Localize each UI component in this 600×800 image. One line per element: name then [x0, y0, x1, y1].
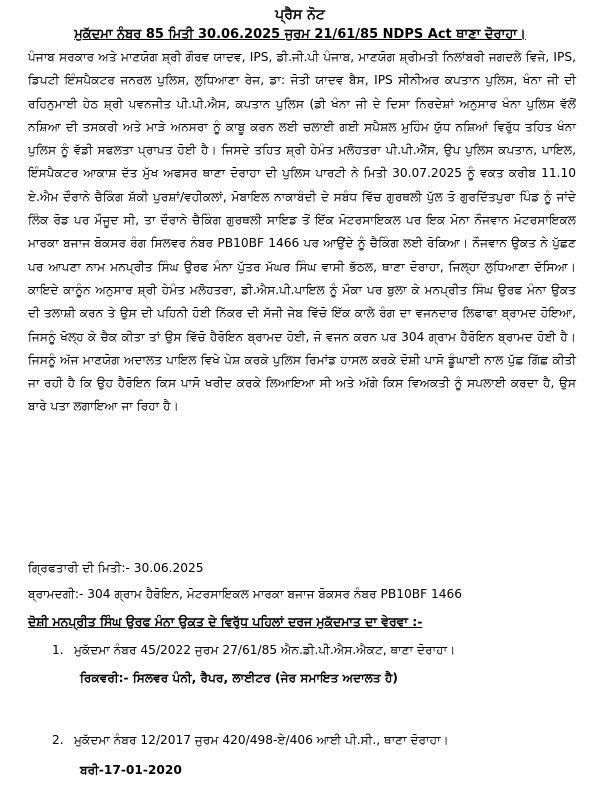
body-paragraph: ਪੰਜਾਬ ਸਰਕਾਰ ਅਤੇ ਮਾਣਯੋਗ ਸ਼੍ਰੀ ਗੌਰਵ ਯਾਦਵ, IPS, ਡੀ.ਜੀ.ਪੀ ਪੰਜਾਬ, ਮਾਣਯੋਗ ਸ਼੍ਰੀਮਤੀ ਨਿਲਾਂਬਰੀ ਜਗਦਲੇ ਵਿਜੇ, IPS, ਡਿਪਟੀ ਇੰਸਪੈਕਟਰ ਜਨਰਲ ਪੁਲਿਸ, ਲੁਧਿਆਣਾ ਰੇਜ, ਡਾ: ਜੋਤੀ ਯਾਦਵ ਬੈਸ, IPS ਸੀਨੀਅਰ ਕਪਤਾਨ ਪੁਲਿਸ, ਖੰਨਾ ਜੀ ਦੀ ਰਹਿਨੁਮਾਈ ਹੇਠ ਸ਼੍ਰੀ ਪਵਨਜੀਤ ਪੀ.ਪੀ.ਐਸ, ਕਪਤਾਨ ਪੁਲਿਸ (ਡੀ ਖੰਨਾ ਜੀ ਦੇ ਦਿਸਾ ਨਿਰਦੇਸ਼ਾਂ ਅਨੁਸਾਰ ਖੰਨਾ ਪੁਲਿਸ ਵੱਲੋਂ ਨਸ਼ਿਆ ਦੀ ਤਸਕਰੀ ਅਤੇ ਮਾੜੇ ਅਨਸਰਾ ਨੂੰ ਕਾਬੂ ਕਰਨ ਲਈ ਚਲਾਈ ਗਈ ਸਪੈਸ਼ਲ ਮੁਹਿੰਮ ਯੁੱਧ ਨਸ਼ਿਆਂ ਵਿਰੁੱਧ ਤਹਿਤ ਖੰਨਾ ਪੁਲਿਸ ਨੂੰ ਵੱਡੀ ਸਫਲਤਾ ਪ੍ਰਾਪਤ ਹੋਈ ਹੈ। ਜਿਸਦੇ ਤਹਿਤ ਸ਼੍ਰੀ ਹੇਮੰਤ ਮਲੋਹਤਰਾ ਪੀ.ਪੀ.ਐੱਸ, ਉਪ ਪੁਲਿਸ ਕਪਤਾਨ, ਪਾਇਲ, ਇੰਸਪੈਕਟਰ ਆਕਾਸ਼ ਦੱਤ ਮੁੱਖ ਅਫਸਰ ਥਾਣਾ ਦੋਰਾਹਾ ਦੀ ਪੁਲਿਸ ਪਾਰਟੀ ਨੇ ਮਿਤੀ 30.07.2025 ਨੂੰ ਵਕਤ ਕਰੀਬ 11.10 ਏ.ਐਮ ਦੌਰਾਨੇ ਚੈਕਿੰਗ ਸ਼ੱਕੀ ਪੁਰਸ਼ਾਂ/ਵਹੀਕਲਾਂ, ਮੋਬਾਇਲ ਨਾਕਾਬੰਦੀ ਦੇ ਸਬੰਧ ਵਿੱਚ ਗੁਰਥਲੀ ਪੁੱਲ ਤੋ ਗੁਰਦਿੱਤਪੁਰਾ ਪਿੰਡ ਨੂੰ ਜਾਂਦੇ ਲਿੰਕ ਰੋਡ ਪਰ ਮੌਜੂਦ ਸੀ, ਤਾ ਦੌਰਾਨੇ ਚੈਕਿੰਗ ਗੁਰਥਲੀ ਸਾਇਡ ਤੋਂ ਇੱਕ ਮੋਟਰਸਾਇਕਲ ਪਰ ਇਕ ਮੋਨਾ ਨੌਜਵਾਨ ਮੋਟਰਸਾਇਕਲ ਮਾਰਕਾ ਬਜਾਜ ਬੋਕਸਰ ਰੰਗ ਸਿਲਵਰ ਨੰਬਰ PB10BF 1466 ਪਰ ਆਉਂਦੇ ਨੂੰ ਚੈਕਿੰਗ ਲਈ ਰੋਕਿਆ। ਨੌਜਵਾਨ ਉਕਤ ਨੇ ਪੁੱਛਣ ਪਰ ਆਪਣਾ ਨਾਮ ਮਨਪ੍ਰੀਤ ਸਿੰਘ ਉਰਫ ਮੰਨਾ ਪੁੱਤਰ ਮੱਘਰ ਸਿੰਘ ਵਾਸੀ ਭੱਠਲ, ਥਾਣਾ ਦੋਰਾਹਾ, ਜਿਲ੍ਹਾ ਲੁਧਿਆਣਾ ਦੱਸਿਆ। ਕਾਇਦੇ ਕਾਨੂੰਨ ਅਨੁਸਾਰ ਸ਼੍ਰੀ ਹੇਮੰਤ ਮਲੋਹਤਰਾ, ਡੀ.ਐਸ.ਪੀ.ਪਾਇਲ ਨੂੰ ਮੌਕਾ ਪਰ ਬੁਲਾ ਕੇ ਮਨਪ੍ਰੀਤ ਸਿੰਘ ਉਰਫ ਮੰਨਾ ਉਕਤ ਦੀ ਤਲਾਸ਼ੀ ਕਰਨ ਤੇ ਉਸ ਦੀ ਪਹਿਨੀ ਹੋਈ ਨਿੱਕਰ ਦੀ ਸੱਜੀ ਜੇਬ ਵਿੱਚੋ ਇੱਕ ਕਾਲੇ ਰੰਗ ਦਾ ਵਜਨਦਾਰ ਲਿਫਾਫਾ ਬ੍ਰਾਮਦ ਹੋਇਆ, ਜਿਸਨੂੰ ਖੋਲ੍ਹ ਕੇ ਚੈਕ ਕੀਤਾ ਤਾਂ ਉਸ ਵਿੱਚੋ ਹੈਰੋਇਨ ਬ੍ਰਾਮਦ ਹੋਈ, ਜੋ ਵਜਨ ਕਰਨ ਪਰ 304 ਗ੍ਰਾਮ ਹੈਰੋਇਨ ਬ੍ਰਾਮਦ ਹੋਈ ਹੈ। ਜਿਸਨੂੰ ਅੱਜ ਮਾਣਯੋਗ ਅਦਾਲਤ ਪਾਇਲ ਵਿਖੇ ਪੇਸ਼ ਕਰਕੇ ਪੁਲਿਸ ਰਿਮਾਂਡ ਹਾਸਲ ਕਰਕੇ ਦੋਸ਼ੀ ਪਾਸੋ ਡੂੰਘਾਈ ਨਾਲ ਪੁੱਛ ਗਿੱਛ ਕੀਤੀ ਜਾ ਰਹੀ ਹੈ ਕਿ ਉਹ ਹੈਰੋਇਨ ਕਿਸ ਪਾਸੋ ਖਰੀਦ ਕਰਕੇ ਲਿਆਇਆ ਸੀ ਅਤੇ ਅੱਗੇ ਕਿਸ ਵਿਅਕਤੀ ਨੂੰ ਸਪਲਾਈ ਕਰਦਾ ਹੈ, ਉਸ ਬਾਰੇ ਪਤਾ ਲਗਾਇਆ ਜਾ ਰਿਹਾ ਹੈ। [28, 50, 576, 414]
case-heading [0, 26, 600, 43]
case-heading-text: ਮੁਕੱਦਮਾ ਨੰਬਰ 85 ਮਿਤੀ 30.06.2025 ਜੁਰਮ 21/61/85 NDPS Act ਥਾਣਾ ਦੋਰਾਹਾ। [74, 27, 526, 42]
record-recovery: ਰਿਕਵਰੀ:- ਸਿਲਵਰ ਪੰਨੀ, ਰੈਪਰ, ਲਾਈਟਰ (ਜੇਰ ਸਮਾਇਤ ਅਦਾਲਤ ਹੈ) [80, 671, 398, 685]
prior-cases-heading [28, 612, 576, 632]
page-title: ਪ੍ਰੈਸ ਨੋਟ [275, 7, 325, 23]
arrest-date-line: ਗ੍ਰਿਫਤਾਰੀ ਦੀ ਮਿਤੀ:- 30.06.2025 [28, 561, 204, 575]
record-number: 2. [52, 733, 64, 747]
list-item [52, 640, 572, 660]
record-status: ਬਰੀ-17-01-2020 [80, 763, 182, 777]
prior-cases-heading-text: ਦੋਸ਼ੀ ਮਨਪ੍ਰੀਤ ਸਿੰਘ ਉਰਫ ਮੰਨਾ ਉਕਤ ਦੇ ਵਿਰੁੱਧ ਪਹਿਲਾਂ ਦਰਜ ਮੁਕੱਦਮਾਤ ਦਾ ਵੇਰਵਾ :- [28, 614, 423, 629]
recovery-line: ਬ੍ਰਾਮਦਗੀ:- 304 ਗ੍ਰਾਮ ਹੈਰੋਇਨ, ਮੋਟਰਸਾਇਕਲ ਮਾਰਕਾ ਬਜਾਜ ਬੋਕਸਰ ਨੰਬਰ PB10BF 1466 [28, 587, 463, 601]
record-text: ਮੁਕੱਦਮਾ ਨੰਬਰ 12/2017 ਜੁਰਮ 420/498-ਏ/406 ਆਈ ਪੀ.ਸੀ., ਥਾਣਾ ਦੋਰਾਹਾ। [74, 733, 449, 747]
record-text: ਮੁਕੱਦਮਾ ਨੰਬਰ 45/2022 ਜੁਰਮ 27/61/85 ਐਨ.ਡੀ.ਪੀ.ਐਸ.ਐਕਟ, ਥਾਣਾ ਦੋਰਾਹਾ। [74, 643, 456, 657]
list-item [52, 730, 572, 750]
record-number: 1. [52, 643, 64, 657]
